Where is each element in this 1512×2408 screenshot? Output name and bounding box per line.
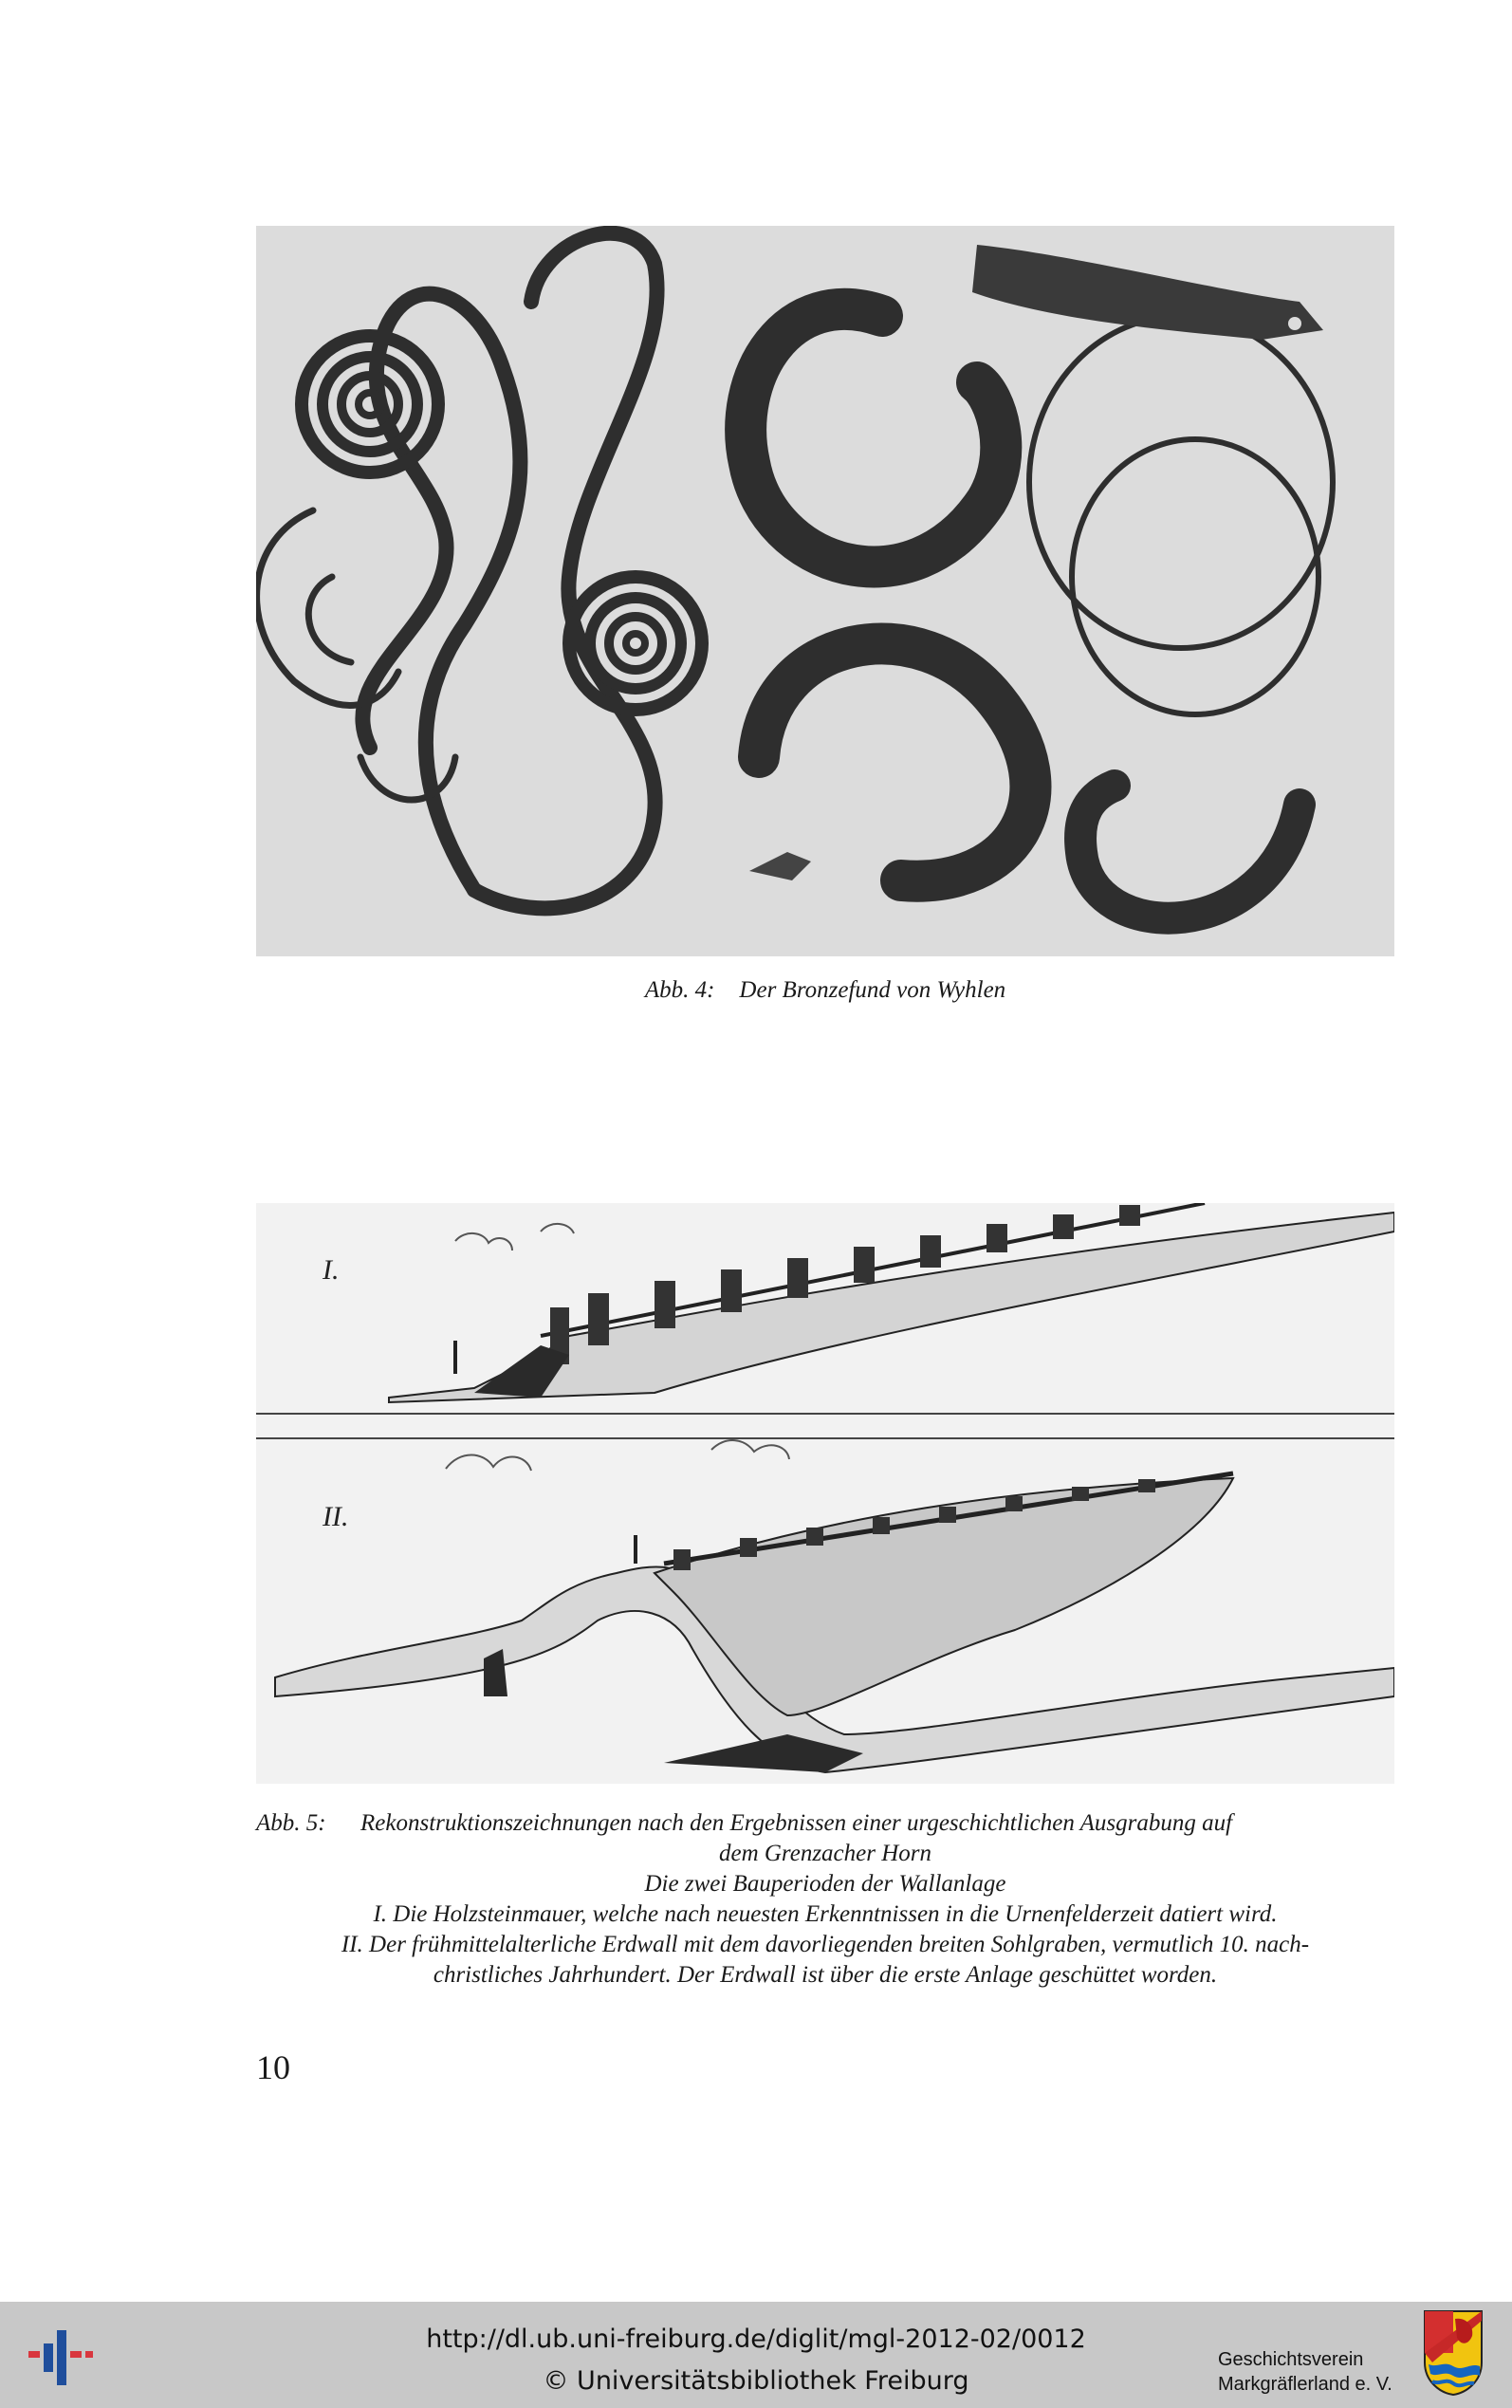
figure-5-caption-line3: Die zwei Bauperioden der Wallanlage [644,1871,1006,1897]
panel-II-label: II. [323,1501,349,1532]
figure-4-caption [256,977,1394,1004]
figure-5-caption-line2: dem Grenzacher Horn [718,1841,932,1866]
footer-url[interactable]: http://dl.ub.uni-freiburg.de/diglit/mgl-2012-02/0012 [426,2325,1086,2354]
panel-I-label: I. [323,1254,340,1286]
figure-4-label: Abb. 4: [644,977,715,1003]
figure-5-caption-line5: II. Der frühmittelalterliche Erdwall mit dem davorliegenden breiten Sohlgraben, vermutlich 10. nach- [341,1932,1310,1957]
figure-5-label: Abb. 5: [256,1810,326,1836]
page-number: 10 [256,2048,290,2086]
figure-5-caption-line1: Rekonstruktionszeichnungen nach den Ergebnissen einer urgeschichtlichen Ausgrabung auf [360,1810,1233,1836]
figure-4-photo [256,226,1394,956]
figure-5-drawing [256,1203,1394,1784]
figure-5-caption-line4: I. Die Holzsteinmauer, welche nach neuesten Erkenntnissen in die Urnenfelderzeit datiert wird. [373,1901,1278,1927]
association-name [1218,2347,1392,2397]
figure-5-caption-line6: christliches Jahrhundert. Der Erdwall ist über die erste Anlage geschüttet worden. [433,1962,1218,1988]
association-line1: Geschichtsverein [1218,2349,1364,2370]
figure-4-title: Der Bronzefund von Wyhlen [739,977,1006,1003]
coat-of-arms-icon [1423,2309,1484,2397]
figure-5-caption [256,1808,1394,1991]
footer-copyright: © Universitätsbibliothek Freiburg [543,2366,969,2396]
association-line2: Markgräflerland e. V. [1218,2374,1392,2395]
